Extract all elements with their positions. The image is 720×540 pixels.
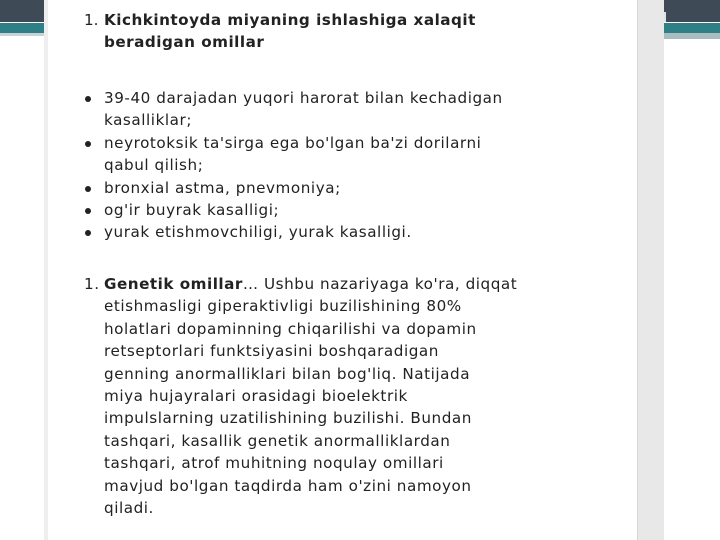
slide-decor-right-teal <box>664 23 720 33</box>
right-gutter-edge <box>637 0 638 540</box>
paragraph-line: mavjud bo'lgan taqdirda ham o'zini namoyon <box>104 476 472 495</box>
list-item <box>104 177 624 199</box>
slide-decor-left-dark <box>0 0 44 22</box>
paragraph-line: tashqari, atrof muhitning noqulay omillari <box>104 454 444 473</box>
paragraph-line: retseptorlari funktsiyasini boshqaradigan <box>104 342 439 361</box>
slide-decor-right-dark <box>664 0 720 22</box>
bullet-icon <box>85 208 91 214</box>
slide-decor-left-teal <box>0 23 44 33</box>
section-2-heading: Genetik omillar <box>104 275 243 293</box>
slide-decor-left-shadow <box>0 33 44 36</box>
list-item-line: qabul qilish; <box>104 156 204 175</box>
list-item <box>104 199 624 221</box>
section-1-heading-line-2: beradigan omillar <box>104 33 265 52</box>
list-item-line: kasalliklar; <box>104 111 192 130</box>
paragraph-line: holatlari dopaminning chiqarilishi va dopamin <box>104 319 477 338</box>
document-page <box>48 0 637 540</box>
list-item-line: neyrotoksik ta'sirga ega bo'lgan ba'zi dorilarni <box>104 133 482 152</box>
list-item-line: bronxial astma, pnevmoniya; <box>104 178 341 197</box>
bullet-icon <box>85 186 91 192</box>
factor-list <box>104 87 624 244</box>
section-1-heading-line-1: Kichkintoyda miyaning ishlashiga xalaqit <box>104 11 476 29</box>
section-1 <box>84 9 604 54</box>
paragraph-line: genning anormalliklari bilan bog'liq. Natijada <box>104 364 471 383</box>
right-gutter <box>638 0 664 540</box>
bullet-icon <box>85 230 91 236</box>
section-2 <box>84 273 604 519</box>
section-2-first-line <box>104 273 604 295</box>
list-item <box>104 132 624 177</box>
paragraph-line: miya hujayralari orasidagi bioelektrik <box>104 387 408 406</box>
paragraph-line: qiladi. <box>104 499 154 518</box>
list-item <box>104 221 624 243</box>
slide-decor-right-shadow <box>664 33 720 39</box>
paragraph-line: impulslarning uzatilishining buzilishi. Bundan <box>104 409 472 428</box>
list-item <box>104 87 624 132</box>
list-item-line: 39-40 darajadan yuqori harorat bilan kechadigan <box>104 89 503 107</box>
section-2-first-line-text: … Ushbu nazariyaga ko'ra, diqqat <box>242 275 518 293</box>
paragraph-line: tashqari, kasallik genetik anormalliklardan <box>104 431 451 450</box>
section-2-number: 1. <box>84 275 100 293</box>
list-item-line: yurak etishmovchiligi, yurak kasalligi. <box>104 223 412 242</box>
list-item-line: og'ir buyrak kasalligi; <box>104 201 280 220</box>
paragraph-line: etishmasligi giperaktivligi buzilishining 80% <box>104 297 462 316</box>
bullet-icon <box>85 96 91 102</box>
bullet-icon <box>85 141 91 147</box>
section-1-number: 1. <box>84 11 99 29</box>
